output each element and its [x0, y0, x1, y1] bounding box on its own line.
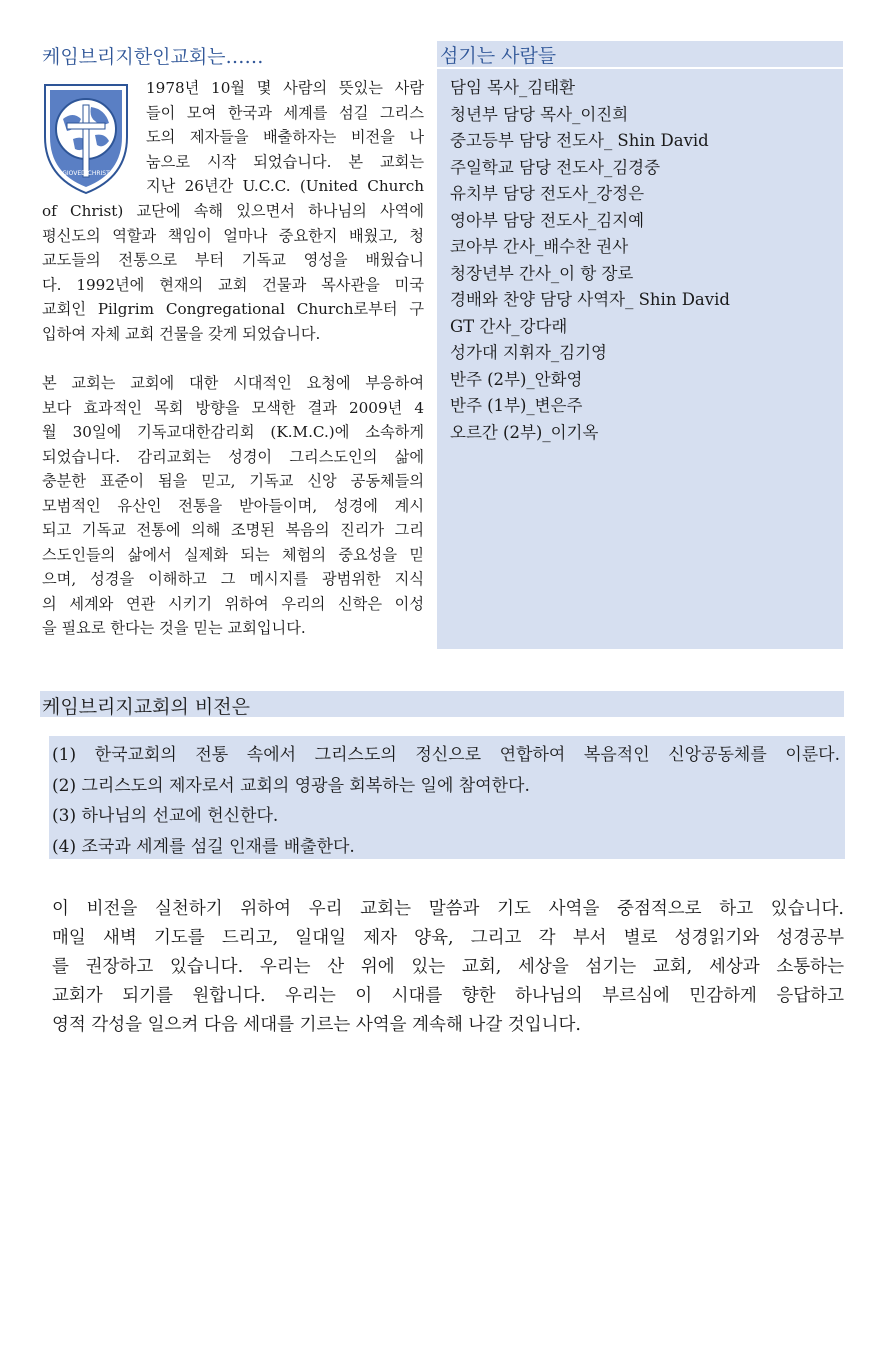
- vision-item: (1) 한국교회의 전통 속에서 그리스도의 정신으로 연합하여 복음적인 신앙공동체를 이룬다.: [52, 745, 840, 765]
- text-line: 으며, 성경을 이해하고 그 메시지를 광범위한 지식: [42, 570, 424, 588]
- staff-member: 청년부 담당 목사_이진희: [450, 104, 629, 124]
- text-line: 다. 1992년에 현재의 교회 건물과 목사관을 미국: [42, 275, 424, 294]
- staff-member: 담임 목사_김태환: [450, 78, 576, 97]
- text-line: 월 30일에 기독교대한감리회 (K.M.C.)에 소속하게: [42, 423, 424, 441]
- staff-member: 반주 (1부)_변은주: [450, 396, 583, 415]
- closing-paragraph: [52, 895, 844, 1040]
- staff-member: 코아부 간사_배수찬 권사: [450, 237, 629, 256]
- vision-title: 케임브리지교회의 비전은: [42, 696, 250, 718]
- staff-member: 주일학교 담당 전도사_김경중: [450, 157, 661, 177]
- staff-member: 중고등부 담당 전도사_ Shin David: [450, 131, 709, 150]
- text-line: 를 권장하고 있습니다. 우리는 산 위에 있는 교회, 세상을 섬기는 교회, 세상과 소통하는: [52, 957, 844, 977]
- text-line: 매일 새벽 기도를 드리고, 일대일 제자 양육, 그리고 각 부서 별로 성경읽기와 성경공부: [52, 928, 844, 948]
- text-line: of Christ) 교단에 속해 있으면서 하나님의 사역에: [42, 202, 424, 220]
- text-line: 되고 기독교 전통에 의해 조명된 복음의 진리가 그리: [42, 521, 424, 539]
- text-line: 스도인들의 삶에서 실제화 되는 체험의 중요성을 믿: [42, 545, 424, 564]
- staff-member: 유치부 담당 전도사_강정은: [450, 184, 645, 203]
- staff-member: 성가대 지휘자_김기영: [450, 343, 607, 362]
- text-line: 충분한 표준이 됨을 믿고, 기독교 신앙 공동체들의: [42, 472, 424, 490]
- vision-item: (3) 하나님의 선교에 헌신한다.: [52, 806, 279, 826]
- text-line: 영적 각성을 일으켜 다음 세대를 기르는 사역을 계속해 나갈 것입니다.: [52, 1015, 581, 1035]
- vision-list: [52, 740, 840, 862]
- text-line: 본 교회는 교회에 대한 시대적인 요청에 부응하여: [42, 374, 424, 392]
- staff-list: [450, 75, 730, 446]
- vision-item: (4) 조국과 세계를 섬길 인재를 배출한다.: [52, 836, 355, 857]
- text-line: 교도들의 전통으로 부터 기독교 영성을 배웠습니: [42, 251, 424, 269]
- text-line: 교회인 Pilgrim Congregational Church로부터 구: [42, 300, 424, 318]
- text-line: 이 비전을 실천하기 위하여 우리 교회는 말씀과 기도 사역을 중점적으로 하고 있습니다.: [52, 899, 844, 919]
- vision-item: (2) 그리스도의 제자로서 교회의 영광을 회복하는 일에 참여한다.: [52, 775, 530, 796]
- staff-member: GT 간사_강다래: [450, 316, 568, 336]
- text-line: 지난 26년간 U.C.C. (United Church: [146, 177, 424, 195]
- text-line: 의 세계와 연관 시키기 위하여 우리의 신학은 이성: [42, 594, 424, 613]
- svg-text:GIOVED CHRIST: GIOVED CHRIST: [62, 170, 110, 177]
- text-line: 눔으로 시작 되었습니다. 본 교회는: [146, 152, 424, 171]
- text-line: 을 필요로 한다는 것을 믿는 교회입니다.: [42, 619, 306, 637]
- text-line: 교회가 되기를 원합니다. 우리는 이 시대를 향한 하나님의 부르심에 민감하게 응답하고: [52, 986, 844, 1006]
- text-line: 모범적인 유산인 전통을 받아들이며, 성경에 계시: [42, 496, 424, 515]
- intro-paragraph-2: [42, 371, 424, 641]
- text-line: 평신도의 역할과 책임이 얼마나 중요한지 배웠고, 청: [42, 226, 424, 245]
- text-line: 들이 모여 한국과 세계를 섬길 그리스: [146, 103, 424, 122]
- staff-member: 오르간 (2부)_이기옥: [450, 422, 599, 442]
- text-line: 되었습니다. 감리교회는 성경이 그리스도인의 삶에: [42, 447, 424, 466]
- staff-member: 영아부 담당 전도사_김지예: [450, 210, 645, 230]
- intro-title: 케임브리지한인교회는……: [42, 46, 264, 68]
- text-line: 보다 효과적인 목회 방향을 모색한 결과 2009년 4: [42, 398, 424, 417]
- text-line: 입하여 자체 교회 건물을 갖게 되었습니다.: [42, 324, 321, 343]
- staff-member: 경배와 찬양 담당 사역자_ Shin David: [450, 290, 730, 309]
- staff-member: 반주 (2부)_안화영: [450, 369, 583, 389]
- staff-member: 청장년부 간사_이 항 장로: [450, 263, 634, 283]
- text-line: 도의 제자들을 배출하자는 비전을 나: [146, 128, 424, 146]
- intro-paragraph-1-bottom: [42, 199, 424, 346]
- text-line: 1978년 10월 몇 사람의 뜻있는 사람: [146, 79, 424, 97]
- church-emblem-icon: [43, 77, 129, 195]
- staff-title: 섬기는 사람들: [440, 45, 557, 67]
- intro-paragraph-1-top: [146, 76, 424, 199]
